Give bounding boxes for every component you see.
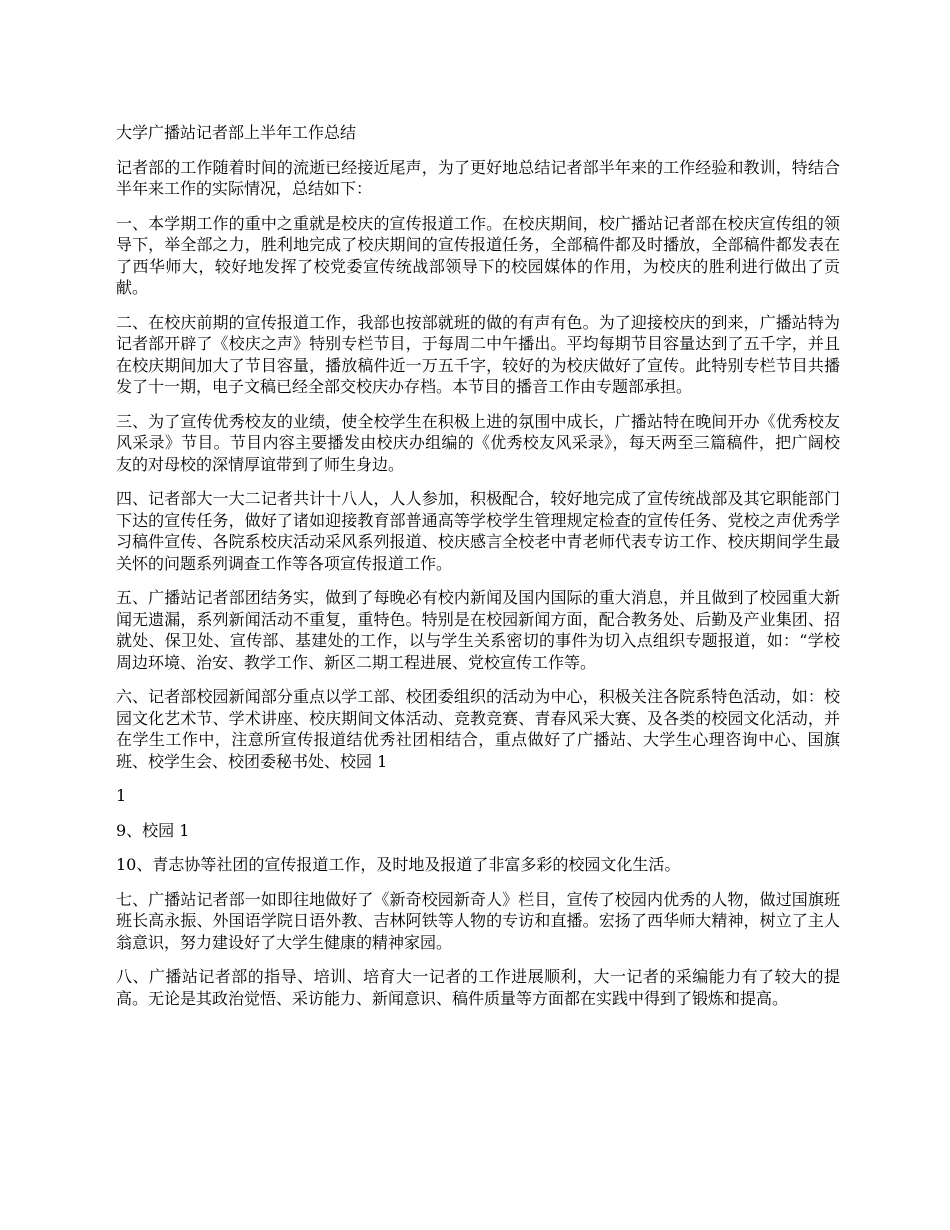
paragraph-3: 三、为了宣传优秀校友的业绩，使全校学生在积极上进的氛围中成长，广播站特在晚间开办《优秀校友风采录》节目。节目内容主要播发由校庆办组编的《优秀校友风采录》，每天两至三篇稿件，把广阔校友的对母校的深情厚谊带到了师生身边。	[116, 411, 840, 474]
paragraph-9: 9、校园 1	[116, 820, 190, 840]
paragraph-page-number: 1	[116, 786, 127, 805]
paragraph-5: 五、广播站记者部团结务实，做到了每晚必有校内新闻及国内国际的重大消息，并且做到了校园重大新闻无遗漏，系列新闻活动不重复，重特色。特别是在校园新闻方面，配合教务处、后勤及产业集团、招就处、保卫处、宣传部、基建处的工作，以与学生关系密切的事件为切入点组织专题报道，如：“学校周边环境、治安、教学工作、新区二期工程进展、党校宣传工作等。	[116, 588, 840, 672]
paragraph-7: 七、广播站记者部一如即往地做好了《新奇校园新奇人》栏目，宣传了校园内优秀的人物，做过国旗班班长高永振、外国语学院日语外教、吉林阿铁等人物的专访和直播。宏扬了西华师大精神，树立了主人翁意识，努力建设好了大学生健康的精神家园。	[116, 889, 840, 952]
paragraph-10: 10、青志协等社团的宣传报道工作，及时地及报道了非富多彩的校园文化生活。	[116, 855, 681, 874]
paragraph-4: 四、记者部大一大二记者共计十八人，人人参加，积极配合，较好地完成了宣传统战部及其它职能部门下达的宣传任务，做好了诸如迎接教育部普通高等学校学生管理规定检查的宣传任务、党校之声优秀学习稿件宣传、各院系校庆活动采风系列报道、校庆感言全校老中青老师代表专访工作、校庆期间学生最关怀的问题系列调查工作等各项宣传报道工作。	[116, 489, 840, 573]
document-title: 大学广播站记者部上半年工作总结	[116, 123, 357, 142]
paragraph-1: 一、本学期工作的重中之重就是校庆的宣传报道工作。在校庆期间，校广播站记者部在校庆宣传组的领导下，举全部之力，胜利地完成了校庆期间的宣传报道任务，全部稿件都及时播放，全部稿件都发表在了西华师大，较好地发挥了校党委宣传统战部领导下的校园媒体的作用，为校庆的胜利进行做出了贡献。	[116, 213, 840, 297]
document-page	[116, 122, 840, 1022]
paragraph-2: 二、在校庆前期的宣传报道工作，我部也按部就班的做的有声有色。为了迎接校庆的到来，广播站特为记者部开辟了《校庆之声》特别专栏节目，于每周二中午播出。平均每期节目容量达到了五千字，并且在校庆期间加大了节目容量，播放稿件近一万五千字，较好的为校庆做好了宣传。此特别专栏节目共播发了十一期，电子文稿已经全部交校庆办存档。本节目的播音工作由专题部承担。	[116, 312, 840, 396]
paragraph-intro: 记者部的工作随着时间的流逝已经接近尾声，为了更好地总结记者部半年来的工作经验和教训，特结合半年来工作的实际情况，总结如下：	[116, 157, 840, 198]
paragraph-8: 八、广播站记者部的指导、培训、培育大一记者的工作进展顺利，大一记者的采编能力有了较大的提高。无论是其政治觉悟、采访能力、新闻意识、稿件质量等方面都在实践中得到了锻炼和提高。	[116, 967, 840, 1008]
paragraph-6: 六、记者部校园新闻部分重点以学工部、校团委组织的活动为中心，积极关注各院系特色活动，如：校园文化艺术节、学术讲座、校庆期间文体活动、竞教竞赛、青春风采大赛、及各类的校园文化活动，并在学生工作中，注意所宣传报道结优秀社团相结合，重点做好了广播站、大学生心理咨询中心、国旗班、校学生会、校团委秘书处、校园 1	[116, 687, 840, 771]
